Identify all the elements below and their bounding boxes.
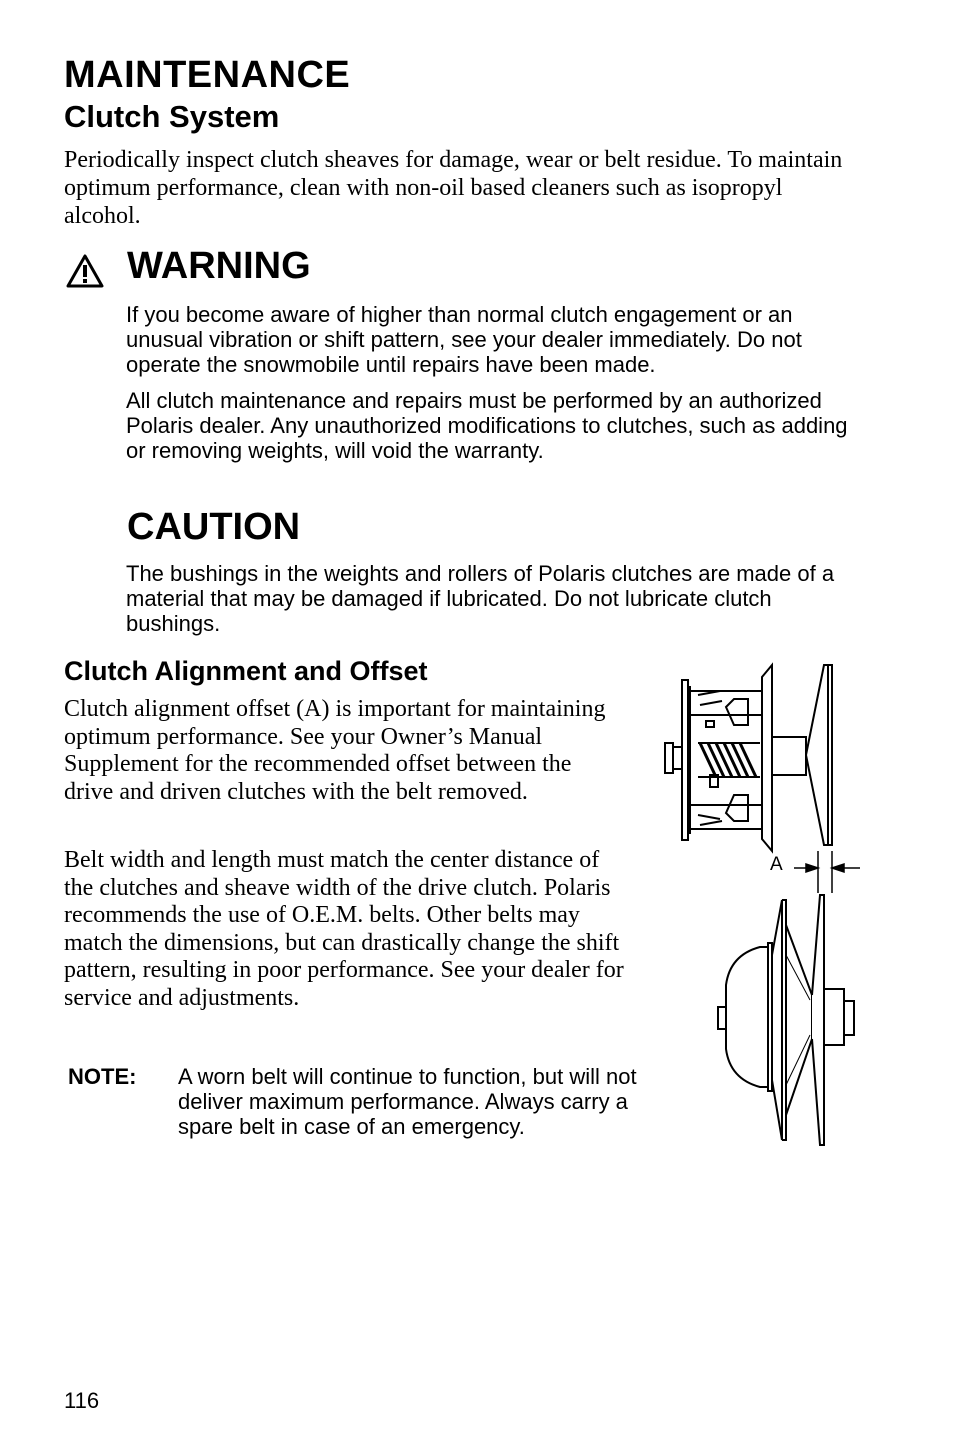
caution-title: CAUTION [127, 506, 301, 548]
note-label: NOTE: [68, 1064, 137, 1089]
drive-clutch-drawing [665, 665, 832, 851]
alignment-title: Clutch Alignment and Offset [64, 656, 428, 686]
offset-dimension [794, 851, 860, 893]
note-text: A worn belt will continue to function, but will not deliver maximum performance. Always carry a spare belt in case of an emergency. [178, 1064, 637, 1139]
warning-paragraph: If you become aware of higher than normal clutch engagement or an unusual vibration or shift pattern, see your dealer immediately. Do not operate the snowmobile until repairs have been made. [126, 302, 802, 377]
subsection-title: Clutch System [64, 99, 280, 134]
intro-paragraph: Periodically inspect clutch sheaves for damage, wear or belt residue. To maintain optimum performance, clean with non-oil based cleaners such as isopropyl alcohol. [64, 147, 843, 229]
offset-label: A [770, 854, 783, 875]
alignment-paragraph: Clutch alignment offset (A) is important for maintaining optimum performance. See your Owner’s Manual Supplement for the recommended offset between the drive and driven clutches with the belt removed. [64, 696, 606, 805]
clutch-offset-diagram [660, 655, 870, 1155]
warning-title: WARNING [127, 245, 311, 287]
alignment-paragraph: Belt width and length must match the center distance of the clutches and sheave width of the drive clutch. Polaris recommends the use of O.E.M. belts. Other belts may match the dimensions, but can drastically change the shift pattern, resulting in poor performance. See your dealer for service and adjustments. [64, 847, 624, 1011]
section-title: MAINTENANCE [64, 54, 351, 96]
warning-paragraph: All clutch maintenance and repairs must be performed by an authorized Polaris dealer. Any unauthorized modifications to clutches, such as adding or removing weights, will void the warranty. [126, 388, 848, 463]
page-number: 116 [64, 1388, 100, 1413]
caution-paragraph: The bushings in the weights and rollers of Polaris clutches are made of a material that may be damaged if lubricated. Do not lubricate clutch bushings. [126, 561, 835, 636]
driven-clutch-drawing [718, 895, 854, 1145]
warning-triangle-icon [66, 254, 104, 288]
